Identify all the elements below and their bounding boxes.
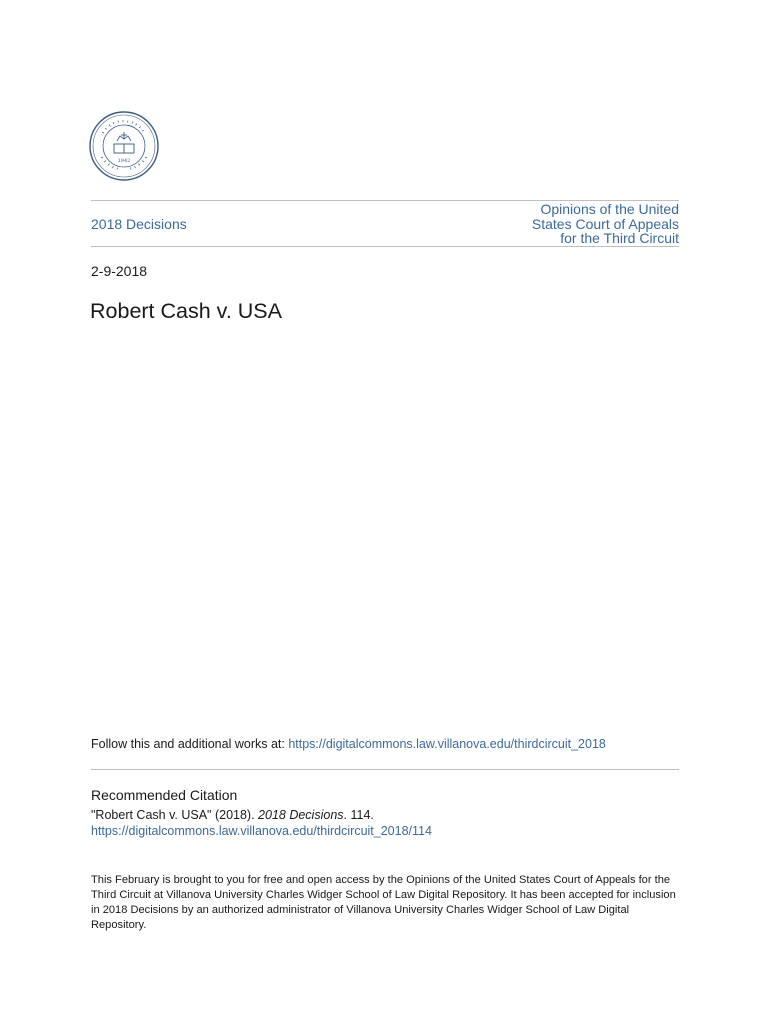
follow-link[interactable]: https://digitalcommons.law.villanova.edu/thirdcircuit_2018 — [288, 737, 606, 751]
university-seal-logo — [88, 110, 160, 182]
series-link-line: States Court of Appeals — [531, 215, 679, 232]
citation-number: . 114. — [343, 808, 374, 822]
citation-divider — [91, 769, 679, 770]
header-bottom-divider — [91, 246, 679, 247]
follow-line — [91, 736, 606, 752]
svg-text:1842: 1842 — [117, 158, 131, 164]
series-link[interactable] — [479, 202, 679, 246]
series-link-line: Opinions of the United — [540, 201, 679, 217]
collection-link[interactable]: 2018 Decisions — [91, 216, 187, 232]
citation-heading: Recommended Citation — [91, 787, 238, 803]
seal-icon — [88, 110, 160, 182]
citation-source: 2018 Decisions — [258, 808, 344, 822]
access-notice: This February is brought to you for free and open access by the Opinions of the United States Court of Appeals for the Third Circuit at Villanova University Charles Widger School of Law Digital Repository. It has been accepted for inclusion in 2018 Decisions by an authorized administrator of Villanova University Charles Widger School of Law Digital Repository. — [91, 874, 676, 931]
citation-link[interactable]: https://digitalcommons.law.villanova.edu/thirdcircuit_2018/114 — [91, 824, 432, 838]
series-link-line: for the Third Circuit — [560, 230, 679, 246]
follow-label: Follow this and additional works at: — [91, 737, 289, 751]
citation-block — [91, 807, 679, 839]
citation-text: "Robert Cash v. USA" (2018). — [91, 808, 259, 822]
document-title: Robert Cash v. USA — [90, 299, 282, 323]
document-date: 2-9-2018 — [91, 263, 148, 279]
